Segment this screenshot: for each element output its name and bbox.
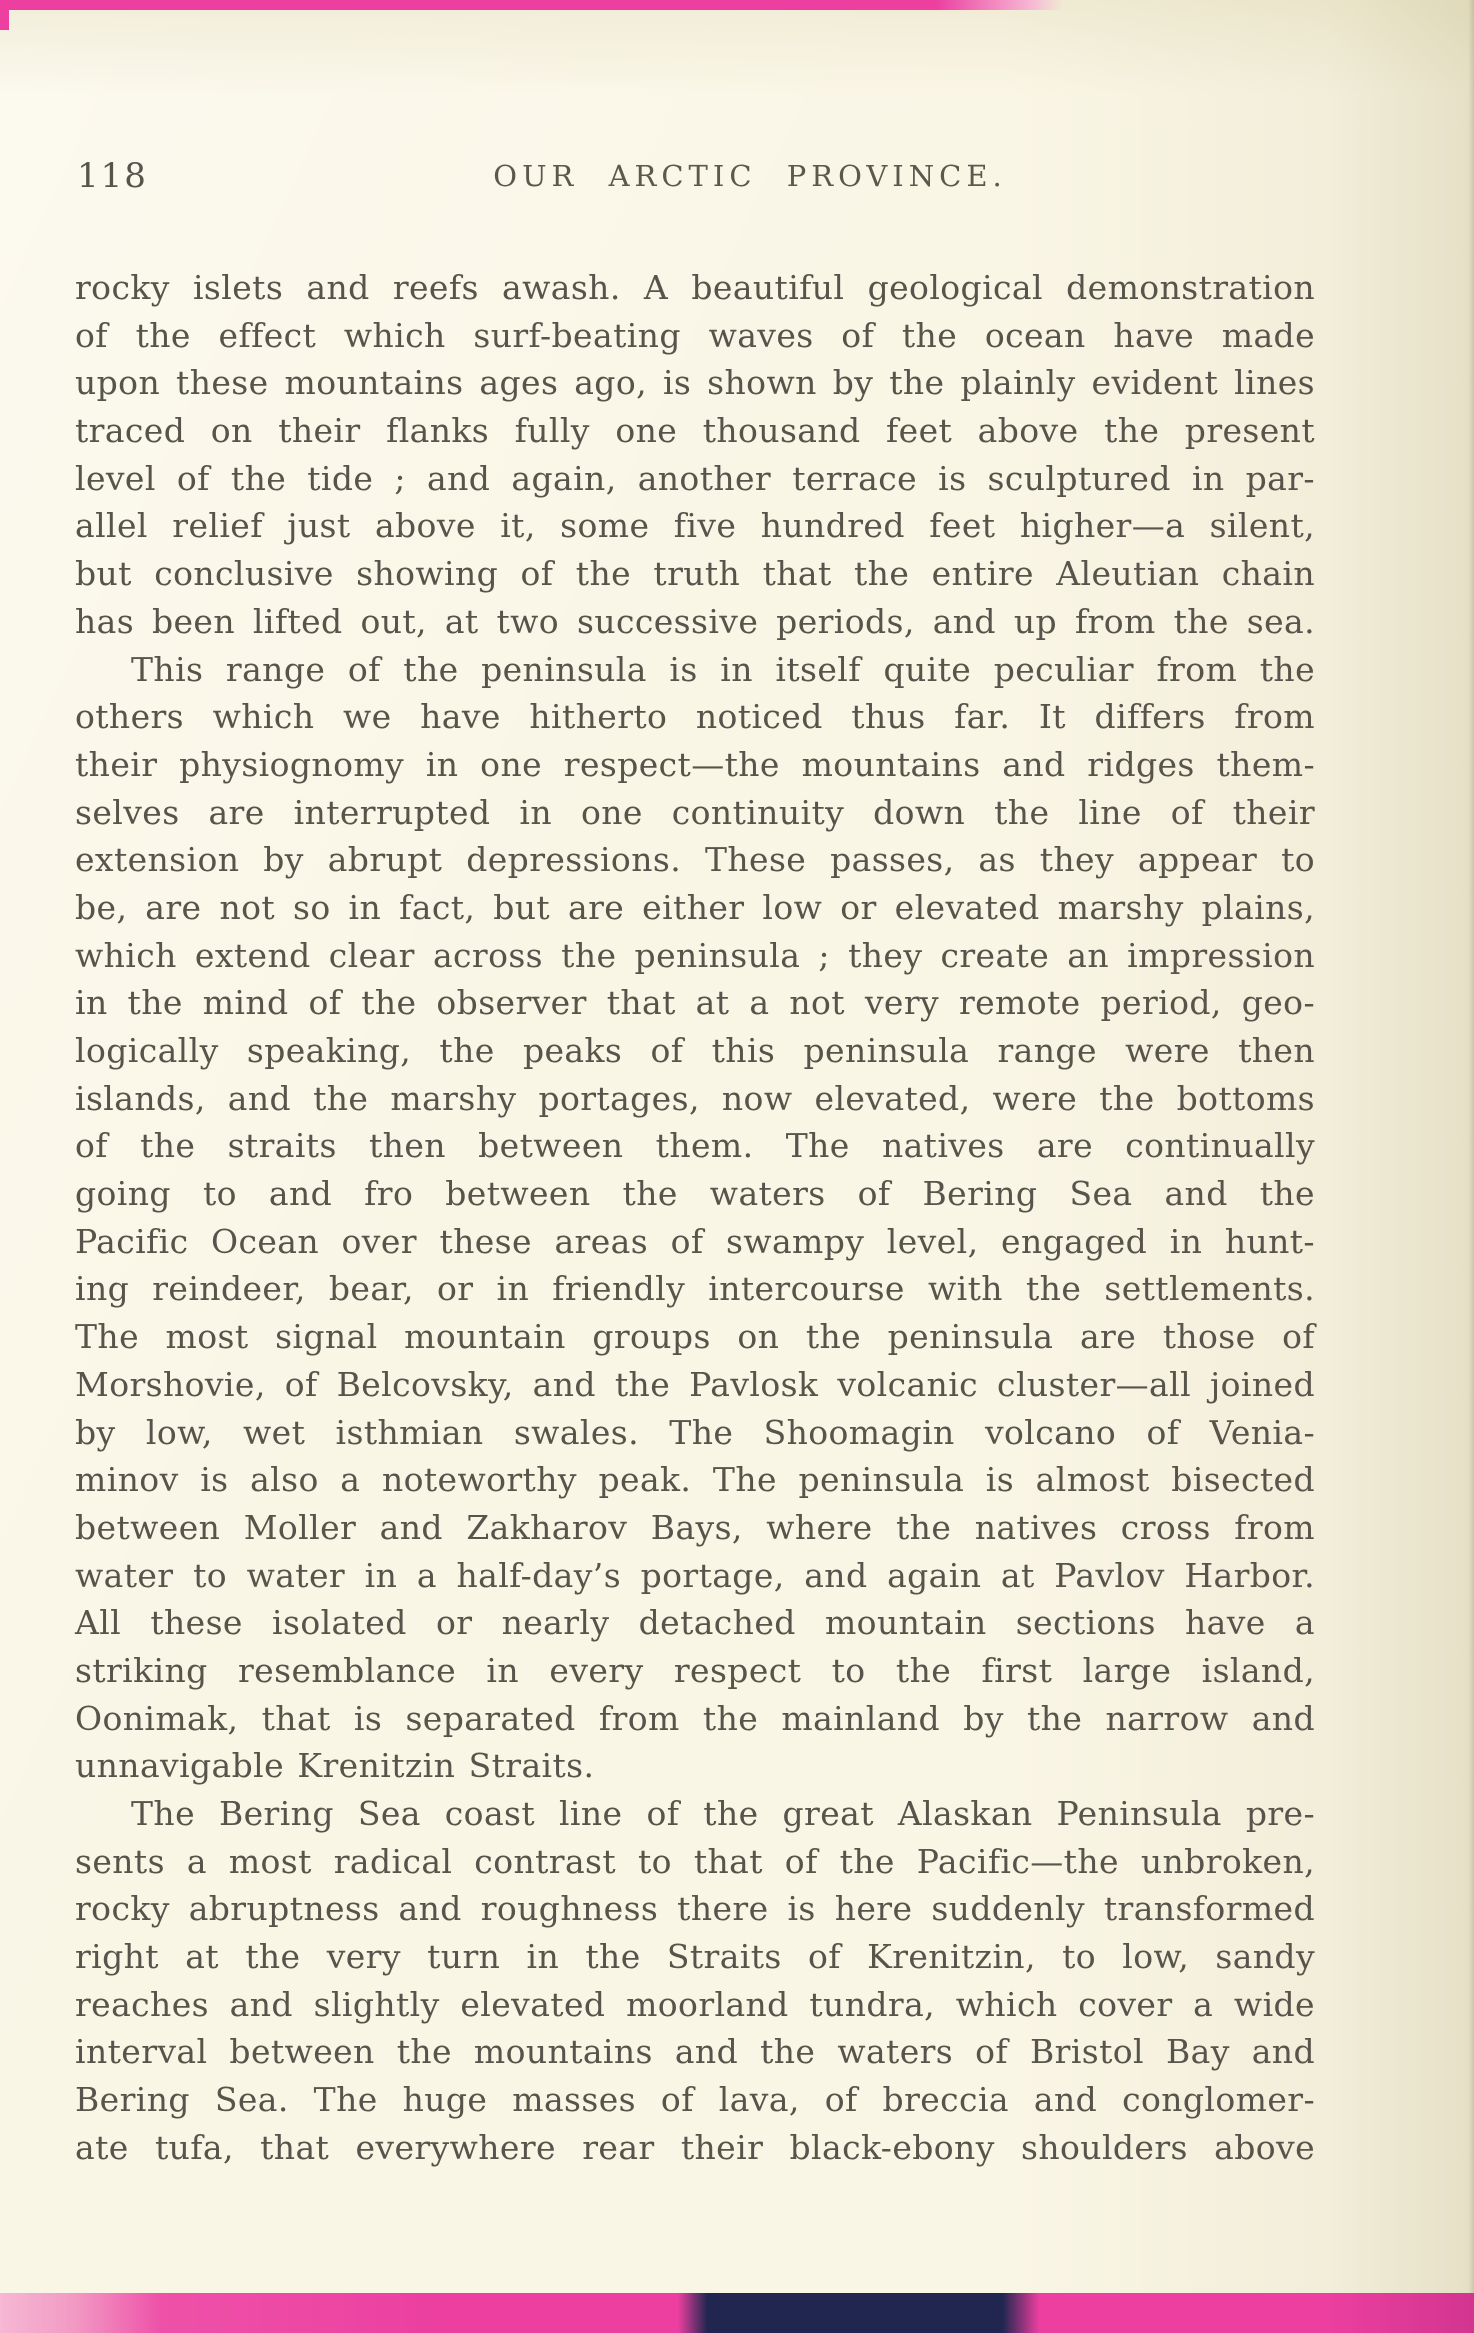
text-line: upon these mountains ages ago, is shown by the plainly evident lines: [75, 363, 1315, 403]
page-number: 118: [77, 156, 148, 196]
text-line: ate tufa, that everywhere rear their black-ebony shoulders above: [75, 2127, 1315, 2167]
text-line: reaches and slightly elevated moorland tundra, which cover a wide: [75, 1984, 1315, 2024]
text-line: has been lifted out, at two successive periods, and up from the sea.: [75, 601, 1315, 641]
scan-edge-bottom-strip: [0, 2293, 1474, 2333]
text-line: Morshovie, of Belcovsky, and the Pavlosk volcanic cluster—all joined: [75, 1364, 1315, 1404]
text-line: rocky islets and reefs awash. A beautiful geological demonstration: [75, 268, 1315, 307]
text-line: but conclusive showing of the truth that the entire Aleutian chain: [75, 554, 1315, 594]
running-title: OUR ARCTIC PROVINCE.: [493, 159, 1007, 193]
text-line: in the mind of the observer that at a not very remote period, geo-: [75, 983, 1315, 1023]
text-line: The most signal mountain groups on the peninsula are those of: [75, 1317, 1315, 1357]
text-line: striking resemblance in every respect to the first large island,: [75, 1650, 1315, 1690]
text-line: water to water in a half-day’s portage, and again at Pavlov Harbor.: [75, 1555, 1315, 1595]
page-header: [75, 156, 1315, 200]
text-line: Bering Sea. The huge masses of lava, of breccia and conglomer-: [75, 2080, 1315, 2120]
text-line: their physiognomy in one respect—the mountains and ridges them-: [75, 744, 1315, 784]
text-line: The Bering Sea coast line of the great Alaskan Peninsula pre-: [131, 1794, 1315, 1833]
scan-edge-top-left-notch: [0, 0, 9, 30]
text-line: rocky abruptness and roughness there is here suddenly transformed: [75, 1889, 1315, 1929]
text-line: interval between the mountains and the waters of Bristol Bay and: [75, 2032, 1315, 2072]
text-line: right at the very turn in the Straits of Krenitzin, to low, sandy: [75, 1937, 1315, 1977]
text-line: traced on their flanks fully one thousand feet above the present: [75, 411, 1315, 451]
text-line: islands, and the marshy portages, now elevated, were the bottoms: [75, 1078, 1315, 1118]
text-line: be, are not so in fact, but are either low or elevated marshy plains,: [75, 887, 1315, 927]
text-line: All these isolated or nearly detached mountain sections have a: [75, 1603, 1315, 1643]
scan-edge-top-strip: [0, 0, 1063, 10]
text-line: minov is also a noteworthy peak. The peninsula is almost bisected: [75, 1460, 1315, 1500]
text-line: allel relief just above it, some five hundred feet higher—a silent,: [75, 506, 1315, 546]
text-line: extension by abrupt depressions. These passes, as they appear to: [75, 840, 1315, 880]
text-line: of the effect which surf-beating waves of the ocean have made: [75, 315, 1315, 355]
text-line: unnavigable Krenitzin Straits.: [75, 1746, 595, 1786]
text-line: of the straits then between them. The natives are continually: [75, 1126, 1315, 1166]
text-line: others which we have hitherto noticed thus far. It differs from: [75, 697, 1315, 737]
text-line: This range of the peninsula is in itself quite peculiar from the: [131, 649, 1315, 689]
text-line: Oonimak, that is separated from the mainland by the narrow and: [75, 1698, 1315, 1738]
text-line: Pacific Ocean over these areas of swampy level, engaged in hunt-: [75, 1221, 1315, 1261]
text-line: logically speaking, the peaks of this peninsula range were then: [75, 1031, 1315, 1070]
text-line: level of the tide ; and again, another terrace is sculptured in par-: [75, 458, 1315, 498]
text-line: sents a most radical contrast to that of the Pacific—the unbroken,: [75, 1841, 1315, 1881]
text-line: between Moller and Zakharov Bays, where the natives cross from: [75, 1507, 1315, 1547]
text-line: selves are interrupted in one continuity down the line of their: [75, 792, 1315, 832]
page-text: [75, 264, 1315, 2172]
text-line: by low, wet isthmian swales. The Shoomagin volcano of Venia-: [75, 1412, 1315, 1452]
text-line: which extend clear across the peninsula ; they create an impression: [75, 935, 1315, 975]
text-line: ing reindeer, bear, or in friendly intercourse with the settlements.: [75, 1269, 1315, 1309]
text-line: going to and fro between the waters of Bering Sea and the: [75, 1174, 1315, 1214]
